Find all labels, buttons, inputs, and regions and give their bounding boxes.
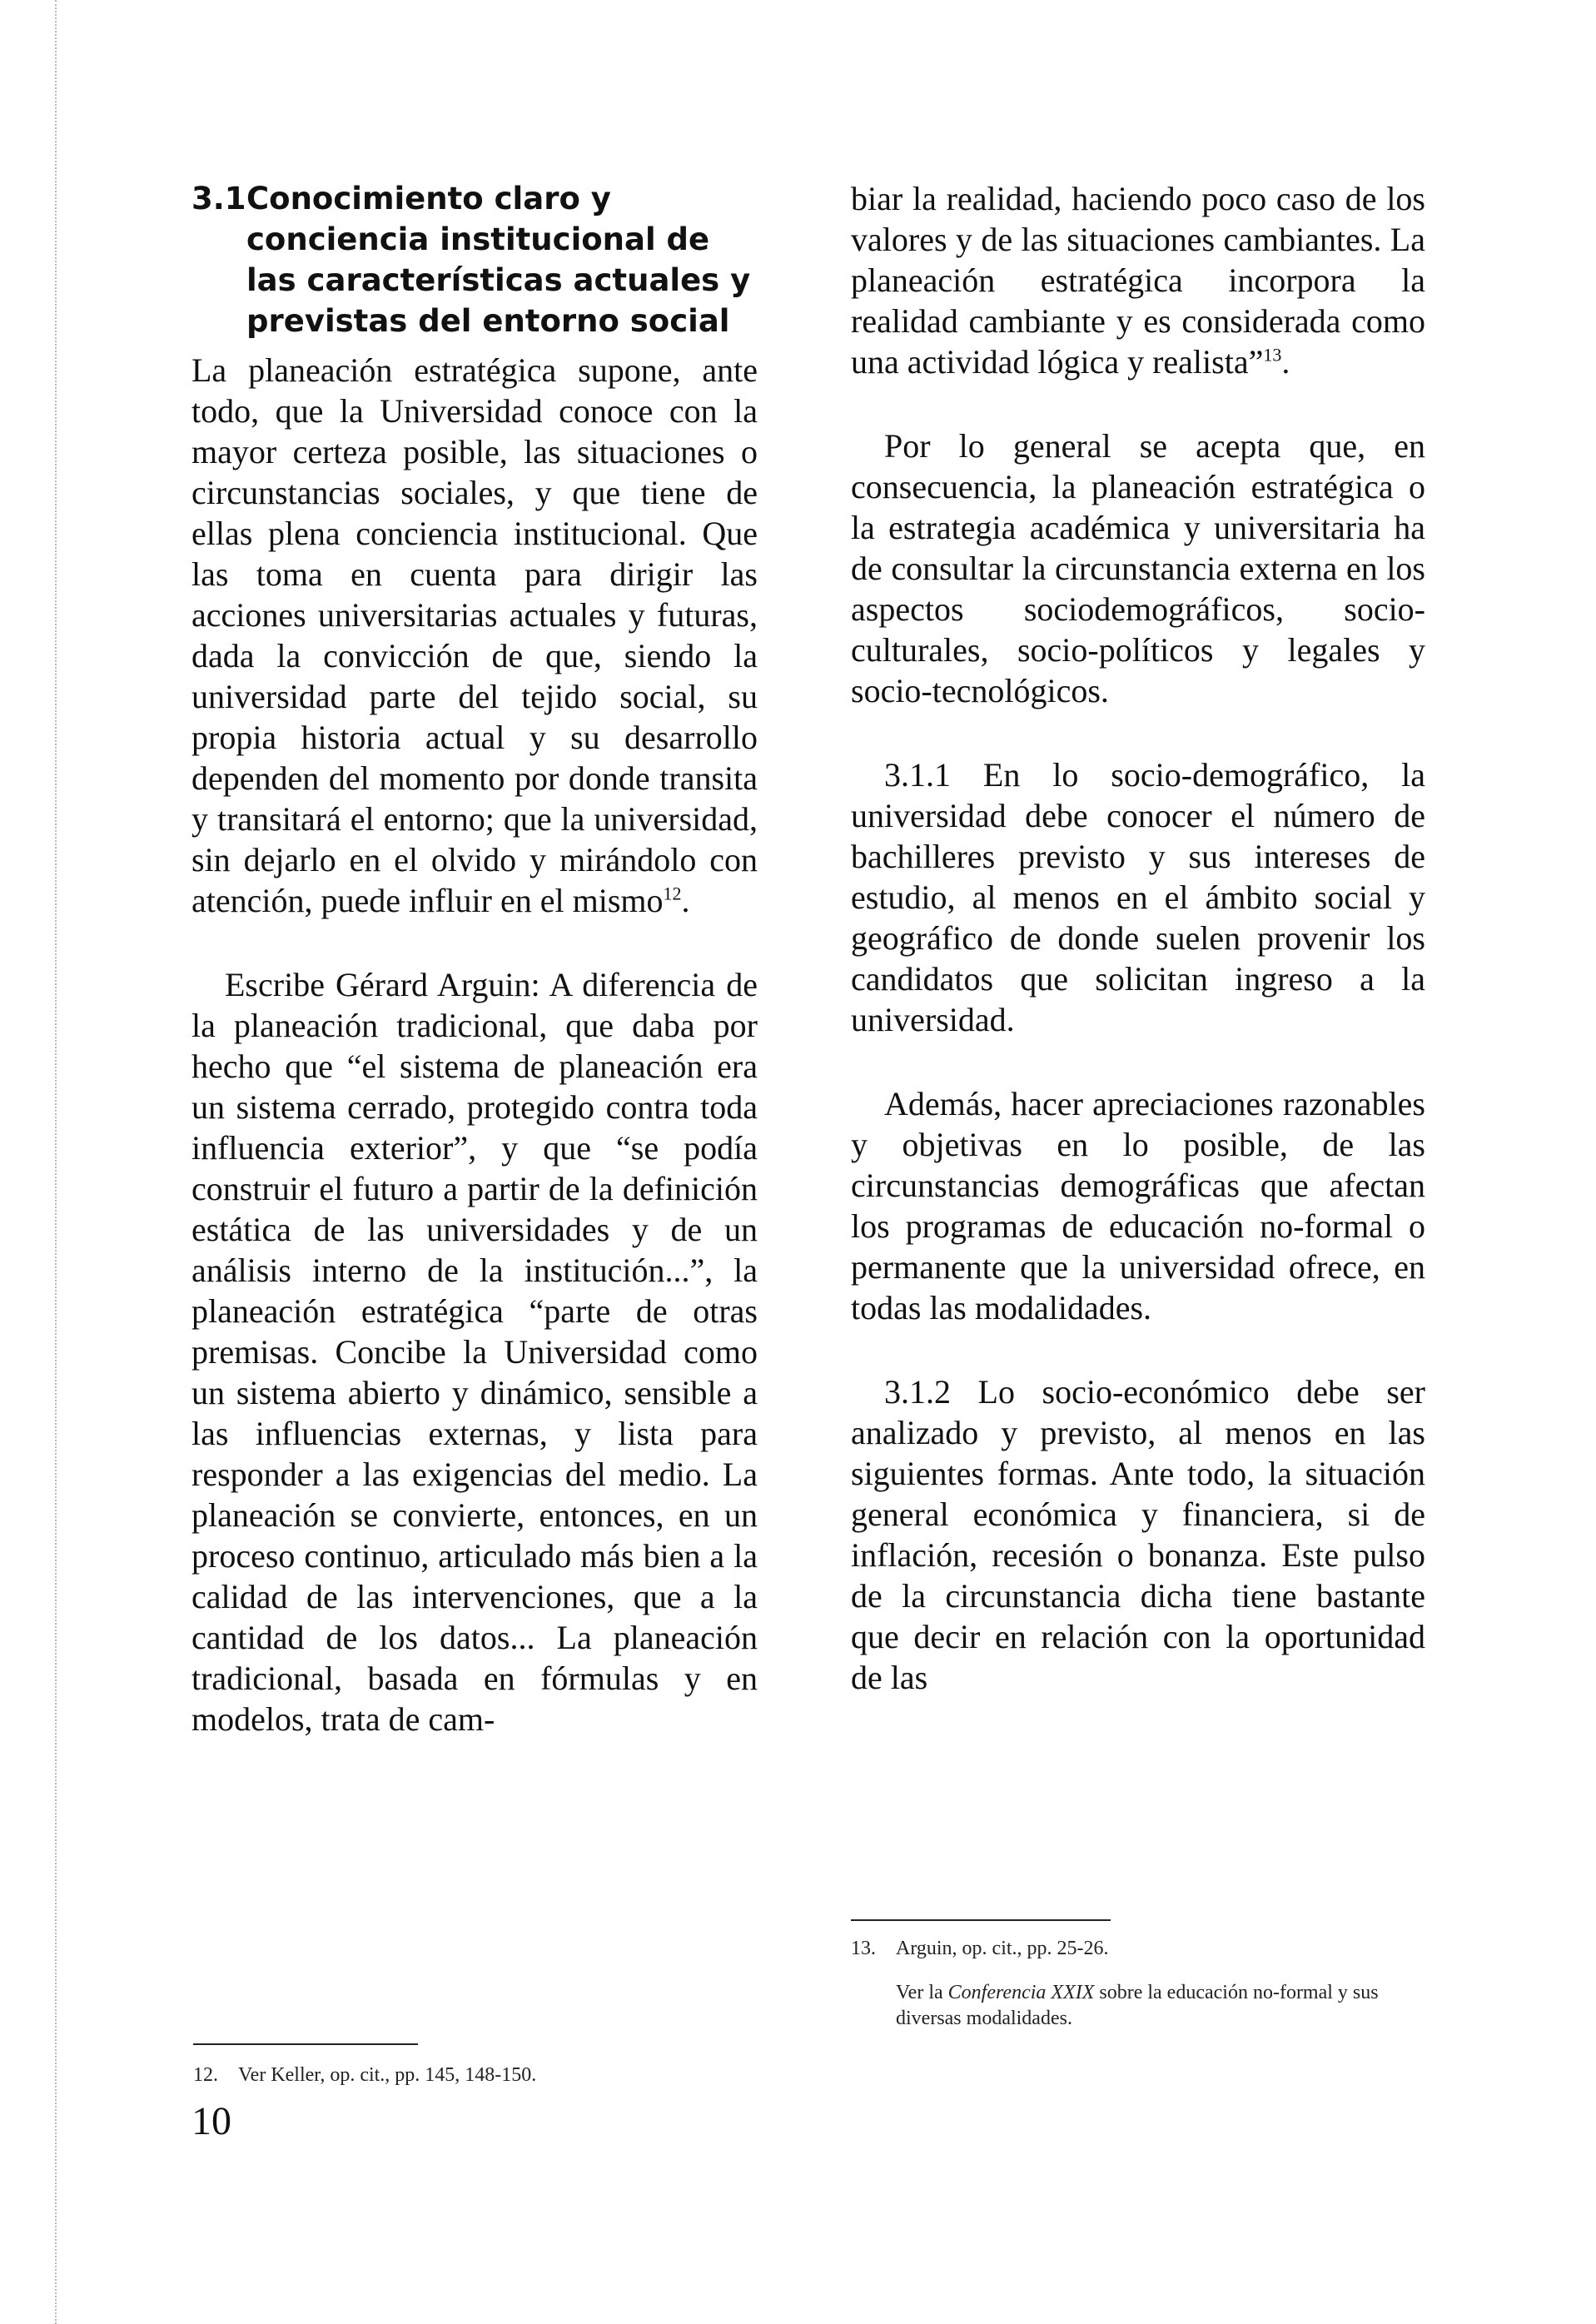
section-heading (191, 178, 758, 341)
footnote-number: 13. (851, 1938, 876, 1959)
paragraph-end: . (681, 882, 690, 919)
footnote-text: Ver Keller, op. cit., pp. 145, 148-150. (238, 2064, 537, 2086)
right-column (851, 178, 1425, 1698)
paragraph: 3.1.1 En lo socio-demográfico, la universidad debe conocer el número de bachilleres previsto y sus intereses de estudio, al menos en el ámbito social y geográfico de donde suelen provenir los candidatos que solicitan ingreso a la universidad. (851, 756, 1425, 1038)
paragraph: Además, hacer apreciaciones razonables y objetivas en lo posible, de las circunstancias demográficas que afectan los programas de educación no-formal o permanente que la universidad ofrece, en todas las modalidades. (851, 1085, 1425, 1326)
paragraph: 3.1.2 Lo socio-económico debe ser analizado y previsto, al menos en las siguientes formas. Ante todo, la situación general económica y financiera, si de inflación, recesión o bonanza. Este pulso de la circunstancia dicha tiene bastante que decir en relación con la oportunidad de las (851, 1373, 1425, 1696)
paragraph-text: La planeación estratégica supone, ante todo, que la Universidad conoce con la mayor certeza posible, las situaciones o circunstancias sociales, y que tiene de ellas plena conciencia institucional. Que las toma en cuenta para dirigir las acciones universitarias actuales y futuras, dada la convicción de que, siendo la universidad parte del tejido social, su propia historia actual y su desarrollo dependen del momento por donde transita y transitará el entorno; que la universidad, sin dejarlo en el olvido y mirándolo con atención, puede influir en el mismo (191, 351, 758, 919)
page-number: 10 (191, 2099, 231, 2143)
footnote-reference: 13 (1263, 344, 1282, 366)
left-column (191, 178, 758, 1739)
paragraph-text: biar la realidad, haciendo poco caso de los valores y de las situaciones cambiantes. La planeación estratégica incorpora la realidad cambiante y es considerada como una actividad lógica y realista” (851, 180, 1425, 381)
footnote-text: Arguin, op. cit., pp. 25-26. (896, 1938, 1109, 1959)
footnote-rule-right (851, 1919, 1111, 1921)
paragraph: Por lo general se acepta que, en consecuencia, la planeación estratégica o la estrategia académica y universitaria ha de consultar la circunstancia externa en los aspectos sociodemográficos, socio-culturales, socio-políticos y legales y socio-tecnológicos. (851, 427, 1425, 709)
footnote-reference: 12 (663, 883, 682, 904)
paragraph-end: . (1281, 343, 1290, 381)
paragraph: Escribe Gérard Arguin: A diferencia de la planeación tradicional, que daba por hecho que “el sistema de planeación era un sistema cerrado, protegido contra toda influencia exterior”, y que “se podía construir el futuro a partir de la definición estática de las universidades y de un análisis interno de la institución...”, la planeación estratégica “parte de otras premisas. Concibe la Universidad como un sistema abierto y dinámico, sensible a las influencias externas, y lista para responder a las exigencias del medio. La planeación se convierte, entonces, en un proceso continuo, articulado más bien a la calidad de las intervenciones, que a la cantidad de los datos... La planeación tradicional, basada en fórmulas y en modelos, trata de cam- (191, 966, 758, 1738)
footnote-12 (193, 2063, 743, 2088)
footnote-13 (851, 1936, 1425, 2032)
footnote-number: 12. (193, 2064, 218, 2086)
footnote-rule-left (193, 2043, 418, 2045)
section-number: 3.1 (191, 181, 246, 216)
paragraph (191, 350, 758, 921)
section-title: Conocimiento claro y conciencia institucional de las características actuales y previstas del entorno social (246, 181, 751, 339)
footnote-continuation: Ver la Conferencia XXIX sobre la educación no-formal y sus diversas modalidades. (896, 1982, 1379, 2029)
paragraph (851, 178, 1425, 382)
cited-work-title: Conferencia XXIX (947, 1982, 1095, 2003)
scan-edge-divider (55, 0, 57, 2324)
